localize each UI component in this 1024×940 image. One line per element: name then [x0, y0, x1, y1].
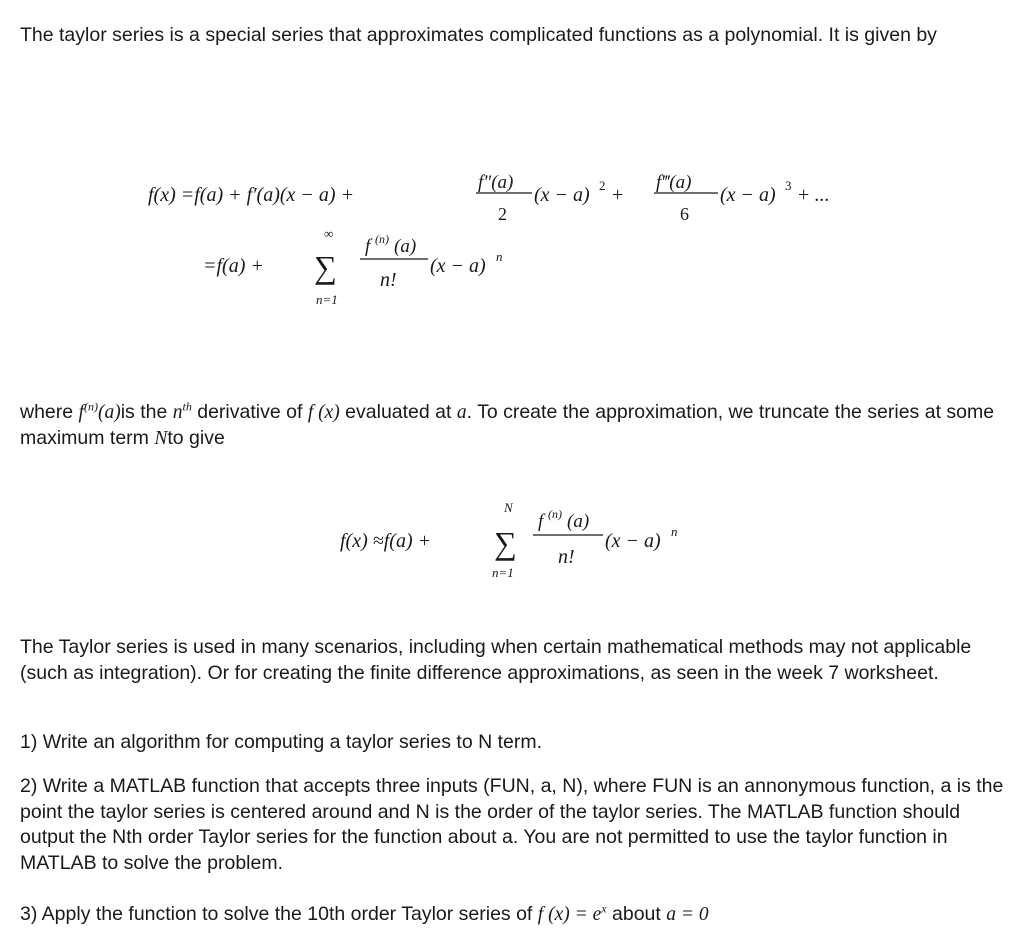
formula1-frac-numerator: f — [365, 236, 371, 257]
formula2-frac-denominator: n! — [558, 546, 575, 568]
formula2-sum-lower: n=1 — [492, 565, 514, 580]
formula2-sum-upper: N — [504, 500, 513, 515]
formula1-term1-exponent: 2 — [599, 178, 606, 193]
formula2-frac-numerator: f — [538, 511, 544, 532]
formula1-line2-term: (x − a) — [430, 255, 486, 277]
a-math: a — [456, 402, 467, 423]
formula1-line2-term-exponent: n — [496, 249, 503, 264]
formula1-term2: (x − a) — [720, 184, 776, 206]
formula2-frac-numerator-arg: (a) — [567, 511, 590, 532]
formula2-sum-symbol: ∑ — [494, 525, 517, 561]
usage-paragraph: The Taylor series is used in many scenarios, including when certain mathematical methods may not applicable (such as integration). Or for creating the finite difference approximations, as seen in the week 7 worksheet. — [20, 636, 972, 684]
formula1-sum-lower: n=1 — [316, 292, 338, 307]
question-2: 2) Write a MATLAB function that accepts three inputs (FUN, a, N), where FUN is an annonymous function, a is the point the taylor series is centered around and N is the order of the taylor series. The MATLAB function should output the Nth order Taylor series for the function about a. You are not permitted to use the taylor function in MATLAB to solve the problem. — [20, 775, 1004, 874]
formula1-frac1-denominator: 2 — [498, 204, 507, 224]
N-math: N — [154, 427, 168, 449]
formula1-plus: + — [612, 184, 624, 206]
where-text-5: . To create the approximation, we truncate the series at some maximum term — [20, 401, 995, 449]
formula1-frac-denominator: n! — [380, 269, 397, 291]
formula1-frac2-numerator: f‴(a) — [656, 172, 692, 193]
formula2-lhs: f(x) ≈f(a) + — [340, 530, 432, 552]
a-equals-zero-math: a = 0 — [666, 904, 709, 925]
question-1: 1) Write an algorithm for computing a taylor series to N term. — [20, 731, 542, 753]
q3-text-2: about — [606, 903, 667, 925]
nth-math: $n^{th}$ — [172, 399, 192, 423]
ex-math: f $(x) = e^x$ — [537, 901, 607, 925]
formula2-term: (x − a) — [605, 530, 661, 552]
fx-math: f (x) — [307, 402, 340, 423]
where-text-1: where — [20, 401, 79, 423]
fn-a-math: $f^{(n)}(a)$ — [78, 399, 121, 423]
formula1-sum-upper: ∞ — [324, 226, 334, 241]
where-text-6: to give — [167, 426, 225, 449]
formula1-sum-symbol: ∑ — [314, 249, 337, 285]
where-text-2: is the — [120, 401, 173, 423]
question-3 — [20, 902, 1015, 928]
formula1-frac2-denominator: 6 — [680, 204, 689, 224]
formula1-frac-numerator-sup: (n) — [375, 232, 389, 246]
formula2-term-exponent: n — [671, 524, 678, 539]
where-text-4: evaluated at — [339, 401, 457, 423]
formula1-frac1-numerator: f″(a) — [478, 172, 514, 193]
formula1-lhs: f(x) =f(a) + f′(a)(x − a) + — [148, 184, 355, 206]
q3-text-1: 3) Apply the function to solve the 10th order Taylor series of — [20, 903, 538, 925]
formula1-line2-lhs: =f(a) + — [203, 255, 264, 277]
where-text-3: derivative of — [191, 401, 308, 423]
intro-paragraph: The taylor series is a special series that approximates complicated functions as a polynomial. It is given by — [20, 24, 937, 46]
formula1-frac-numerator-arg: (a) — [394, 236, 417, 257]
formula1-term1: (x − a) — [534, 184, 590, 206]
formula1-term2-exponent: 3 — [785, 178, 792, 193]
formula1-tail: + ... — [798, 184, 830, 206]
formula2-frac-numerator-sup: (n) — [548, 507, 562, 521]
